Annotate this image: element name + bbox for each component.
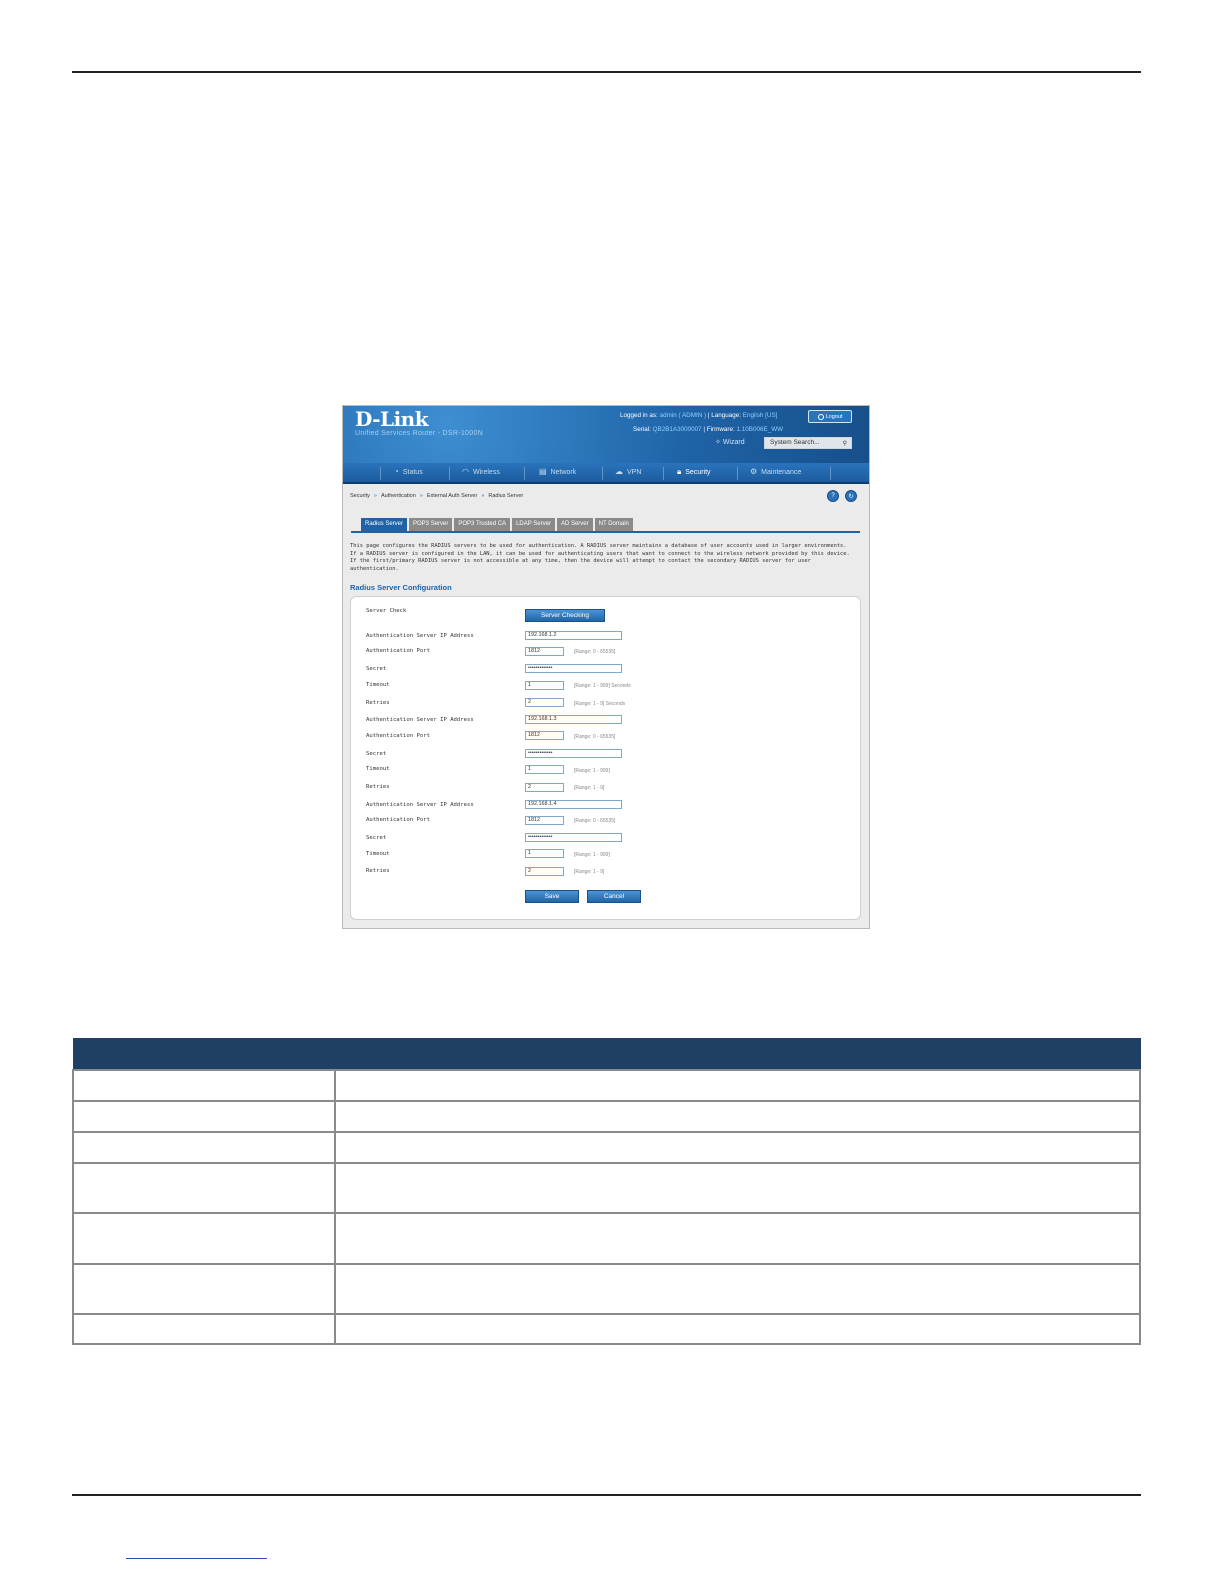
field-description-table: [72, 1038, 1141, 1345]
table-row: [73, 1101, 1140, 1132]
lock-icon: 🔒︎: [677, 467, 682, 476]
secret-label: Secret: [366, 835, 387, 841]
breadcrumb-authentication[interactable]: Authentication: [380, 493, 416, 499]
timeout-field-1[interactable]: 1: [525, 681, 564, 690]
secret-label: Secret: [366, 666, 387, 672]
server-check-label: Server Check: [366, 608, 407, 614]
help-icon[interactable]: ?: [827, 490, 839, 502]
radius-config-panel: [350, 596, 861, 920]
cloud-icon: ☁: [615, 467, 623, 476]
timeout-label: Timeout: [366, 851, 390, 857]
ip-field-2[interactable]: 192.168.1.3: [525, 715, 622, 724]
port-field-2[interactable]: 1812: [525, 731, 564, 740]
breadcrumb-radius: Radius Server: [488, 493, 524, 499]
retries-field-2[interactable]: 2: [525, 783, 564, 792]
logout-button[interactable]: Logout: [808, 410, 852, 423]
port-label: Authentication Port: [366, 733, 430, 739]
gear-icon: ⚙: [750, 467, 758, 476]
timeout-hint: [Range: 1 - 999]: [574, 852, 610, 858]
secret-label: Secret: [366, 751, 387, 757]
cancel-button[interactable]: Cancel: [587, 890, 641, 903]
gauge-icon: ◔: [394, 467, 399, 476]
port-hint: [Range: 0 - 65535]: [574, 818, 616, 824]
main-nav: [343, 463, 869, 484]
retries-label: Retries: [366, 784, 390, 790]
timeout-field-2[interactable]: 1: [525, 765, 564, 774]
table-row: [73, 1163, 1140, 1213]
timeout-label: Timeout: [366, 682, 390, 688]
tab-pop3-trusted-ca[interactable]: POP3 Trusted CA: [454, 518, 510, 531]
port-label: Authentication Port: [366, 817, 430, 823]
router-screenshot: [342, 405, 870, 929]
ip-label: Authentication Server IP Address: [366, 802, 474, 808]
dlink-logo: D-Link: [355, 407, 429, 431]
router-model: Unified Services Router - DSR-1000N: [355, 430, 483, 437]
page-description: This page configures the RADIUS servers to be used for authentication. A RADIUS server maintains a database of user accounts used in larger environments. If a RADIUS server is configured in the LAN, it can be used for authenticating users that want to connect to the wireless network provided by this device. If the first/primary RADIUS server is not accessible at any time, then the device will attempt to contact the secondary RADIUS server for user authentication.: [350, 543, 850, 572]
table-row: [73, 1264, 1140, 1314]
retries-field-3[interactable]: 2: [525, 867, 564, 876]
wizard-link[interactable]: ✧ Wizard: [715, 439, 745, 446]
nav-maintenance[interactable]: ⚙ Maintenance: [750, 467, 802, 476]
nav-status[interactable]: ◔ Status: [394, 467, 423, 476]
timeout-hint: [Range: 1 - 999]: [574, 768, 610, 774]
port-field-1[interactable]: 1812: [525, 647, 564, 656]
tab-nt-domain[interactable]: NT Domain: [595, 518, 633, 531]
secret-field-3[interactable]: •••••••••••••: [525, 833, 622, 842]
section-title: Radius Server Configuration: [350, 583, 452, 592]
ip-field-3[interactable]: 192.168.1.4: [525, 800, 622, 809]
tab-ldap-server[interactable]: LDAP Server: [512, 518, 555, 531]
system-search-input[interactable]: System Search... ⚲: [764, 437, 852, 449]
timeout-hint: [Range: 1 - 999] Seconds: [574, 683, 631, 689]
serial-value: QB2B1A3000007: [652, 426, 702, 433]
nav-security[interactable]: 🔒︎ Security: [677, 467, 711, 476]
table-header-field: [73, 1039, 335, 1070]
tab-pop3-server[interactable]: POP3 Server: [409, 518, 452, 531]
router-header: [343, 406, 869, 463]
tab-bar: [361, 518, 633, 531]
server-checking-button[interactable]: Server Checking: [525, 609, 605, 622]
power-icon: [818, 414, 824, 420]
wand-icon: ✧: [715, 439, 721, 446]
wifi-icon: ◠: [462, 467, 469, 476]
port-hint: [Range: 0 - 65535]: [574, 649, 616, 655]
nav-wireless[interactable]: ◠ Wireless: [462, 467, 500, 476]
footer-rule: [72, 1494, 1141, 1496]
table-row: [73, 1070, 1140, 1101]
breadcrumb-external-auth[interactable]: External Auth Server: [426, 493, 478, 499]
login-user: admin ( ADMIN ): [659, 412, 707, 419]
network-icon: ▤: [539, 467, 547, 476]
login-info: Logged in as: admin ( ADMIN ) | Language: English [US]: [620, 412, 778, 419]
firmware-value: 1.10B006E_WW: [736, 426, 784, 433]
device-info: Serial: QB2B1A3000007 | Firmware: 1.10B006E_WW: [633, 426, 784, 433]
table-row: [73, 1132, 1140, 1163]
nav-vpn[interactable]: ☁ VPN: [615, 467, 642, 476]
retries-hint: [Range: 1 - 9] Seconds: [574, 701, 626, 707]
port-hint: [Range: 0 - 65535]: [574, 734, 616, 740]
language-link[interactable]: English [US]: [742, 412, 778, 419]
refresh-icon[interactable]: ↻: [845, 490, 857, 502]
timeout-label: Timeout: [366, 766, 390, 772]
retries-field-1[interactable]: 2: [525, 698, 564, 707]
tab-radius-server[interactable]: Radius Server: [361, 518, 407, 531]
tab-underline: [351, 531, 860, 533]
save-button[interactable]: Save: [525, 890, 579, 903]
tab-ad-server[interactable]: AD Server: [557, 518, 593, 531]
retries-label: Retries: [366, 700, 390, 706]
retries-hint: [Range: 1 - 9]: [574, 785, 605, 791]
timeout-field-3[interactable]: 1: [525, 849, 564, 858]
nav-network[interactable]: ▤ Network: [539, 467, 577, 476]
port-label: Authentication Port: [366, 648, 430, 654]
ip-label: Authentication Server IP Address: [366, 633, 474, 639]
header-rule: [72, 71, 1141, 73]
secret-field-1[interactable]: •••••••••••••: [525, 664, 622, 673]
footer-link-underline[interactable]: [126, 1558, 267, 1559]
table-header-description: [335, 1039, 1140, 1070]
port-field-3[interactable]: 1812: [525, 816, 564, 825]
breadcrumb: Security » Authentication » External Auth Server » Radius Server: [350, 493, 524, 499]
ip-label: Authentication Server IP Address: [366, 717, 474, 723]
table-row: [73, 1213, 1140, 1264]
search-icon: ⚲: [842, 441, 847, 447]
secret-field-2[interactable]: •••••••••••••: [525, 749, 622, 758]
ip-field-1[interactable]: 192.168.1.2: [525, 631, 622, 640]
retries-label: Retries: [366, 868, 390, 874]
breadcrumb-security[interactable]: Security: [350, 493, 370, 499]
table-row: [73, 1314, 1140, 1344]
retries-hint: [Range: 1 - 9]: [574, 869, 605, 875]
